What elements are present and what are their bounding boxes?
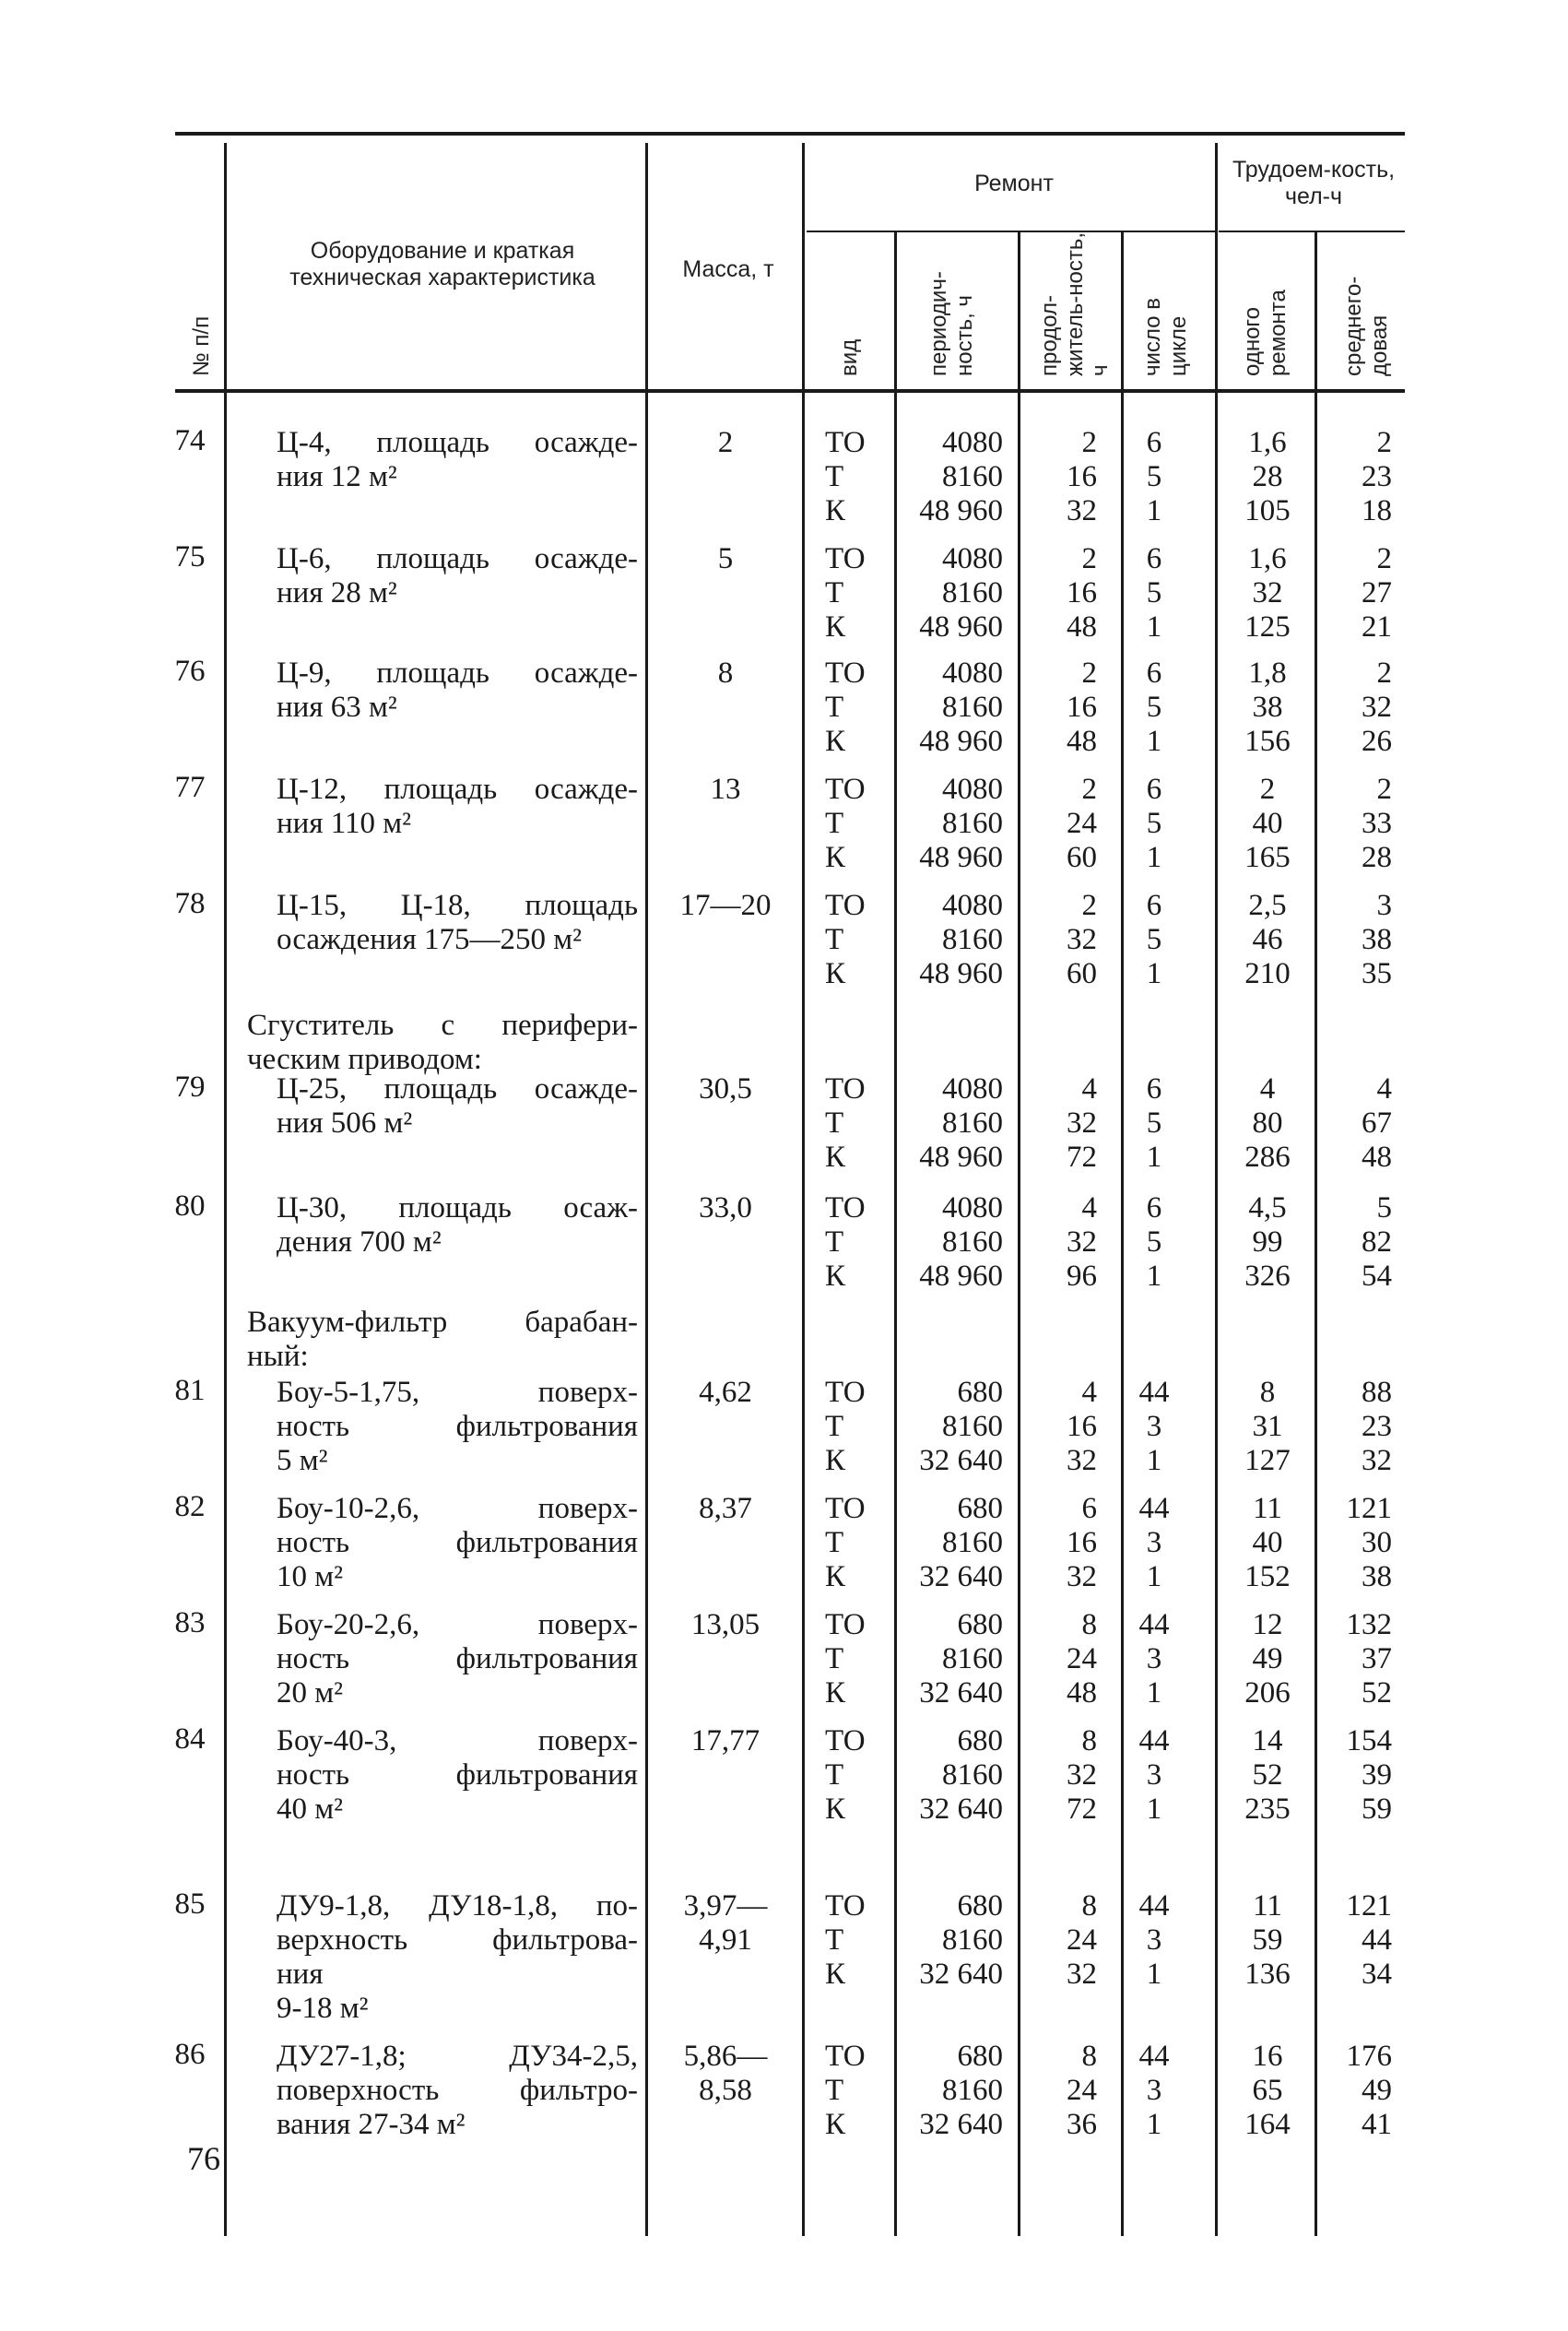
count-in-cycle: 6 5 1 <box>1146 773 1162 874</box>
group-heading <box>247 1009 638 1077</box>
periodicity-values: 4080 8160 48 960 <box>919 542 1003 644</box>
desc-line: 40 м² <box>277 1793 344 1826</box>
equipment-description <box>277 1724 638 1827</box>
repair-type: ТО Т К <box>825 1191 866 1293</box>
labor-average-yearly: 132 37 52 <box>1346 1608 1392 1710</box>
repair-type: ТО Т К <box>825 1072 866 1174</box>
desc-line: 20 м² <box>277 1676 344 1710</box>
count-in-cycle: 6 5 1 <box>1146 889 1162 990</box>
desc-line: ДУ9-1,8, ДУ18-1,8, по- <box>277 1889 638 1923</box>
desc-line: ный: <box>247 1340 309 1373</box>
duration-values: 8 32 72 <box>1067 1724 1097 1826</box>
duration-values: 2 16 48 <box>1067 657 1097 758</box>
desc-line: Ц-25, площадь осажде- <box>277 1072 638 1106</box>
periodicity-values: 680 8160 32 640 <box>919 2040 1003 2141</box>
repair-type: ТО Т К <box>825 773 866 874</box>
desc-line: ния <box>277 1958 324 1991</box>
duration-values: 4 32 72 <box>1067 1072 1097 1174</box>
labor-one-repair: 12 49 206 <box>1244 1608 1291 1710</box>
col-rule-2 <box>645 143 648 2236</box>
labor-average-yearly: 88 23 32 <box>1362 1376 1392 1477</box>
count-in-cycle: 6 5 1 <box>1146 1072 1162 1174</box>
periodicity-values: 4080 8160 48 960 <box>919 889 1003 990</box>
header-subrule-labor <box>1219 231 1405 232</box>
group-heading <box>247 1306 638 1374</box>
periodicity-values: 680 8160 32 640 <box>919 1608 1003 1710</box>
periodicity-values: 680 8160 32 640 <box>919 1492 1003 1593</box>
count-in-cycle: 6 5 1 <box>1146 657 1162 758</box>
header-subrule-repair <box>807 231 1215 232</box>
mass-value: 30,5 <box>699 1072 752 1106</box>
desc-line: ность фильтрования <box>277 1758 638 1792</box>
row-number: 80 <box>174 1189 206 1223</box>
duration-values: 4 32 96 <box>1067 1191 1097 1293</box>
col-rule-5 <box>1018 231 1020 2236</box>
repair-type: ТО Т К <box>825 889 866 990</box>
row-number: 76 <box>174 655 206 688</box>
mass-value: 33,0 <box>699 1191 752 1225</box>
row-number: 74 <box>174 424 206 457</box>
labor-average-yearly: 176 49 41 <box>1346 2040 1392 2141</box>
equipment-description <box>277 542 638 610</box>
desc-line: осаждения 175—250 м² <box>277 923 583 956</box>
desc-line: ность фильтрования <box>277 1526 638 1559</box>
equipment-description <box>277 426 638 494</box>
repair-type: ТО Т К <box>825 426 866 527</box>
row-number: 77 <box>174 771 206 804</box>
duration-values: 2 32 60 <box>1067 889 1097 990</box>
desc-line: Сгуститель с перифери- <box>247 1009 638 1042</box>
mass-value: 4,62 <box>699 1376 752 1409</box>
desc-line: Ц-12, площадь осажде- <box>277 773 638 806</box>
header-bottom-rule <box>175 389 1405 393</box>
table-top-rule <box>175 132 1405 136</box>
labor-one-repair: 2,5 46 210 <box>1244 889 1291 990</box>
mass-value: 2 <box>717 426 734 459</box>
mass-value: 17,77 <box>690 1724 760 1757</box>
row-number: 81 <box>174 1374 206 1407</box>
periodicity-values: 680 8160 32 640 <box>919 1889 1003 1991</box>
labor-one-repair: 11 40 152 <box>1244 1492 1291 1593</box>
mass-value: 5,86— 8,58 <box>683 2040 768 2107</box>
row-number: 75 <box>174 540 206 574</box>
labor-one-repair: 4,5 99 326 <box>1244 1191 1291 1293</box>
desc-line: Ц-15, Ц-18, площадь <box>277 889 638 922</box>
desc-line: Боу-20-2,6, поверх- <box>277 1608 638 1641</box>
desc-line: вания 27-34 м² <box>277 2108 466 2141</box>
desc-line: Вакуум-фильтр барабан- <box>247 1306 638 1339</box>
count-in-cycle: 44 3 1 <box>1138 1376 1170 1477</box>
labor-one-repair: 1,8 38 156 <box>1244 657 1291 758</box>
equipment-description <box>277 657 638 725</box>
mass-value: 8 <box>717 657 734 690</box>
col-rule-3 <box>802 143 805 2236</box>
mass-value: 13,05 <box>690 1608 760 1641</box>
labor-average-yearly: 2 32 26 <box>1362 657 1392 758</box>
periodicity-values: 4080 8160 48 960 <box>919 426 1003 527</box>
equipment-description <box>277 1072 638 1141</box>
repair-type: ТО Т К <box>825 2040 866 2141</box>
duration-values: 8 24 32 <box>1067 1889 1097 1991</box>
desc-line: Боу-5-1,75, поверх- <box>277 1376 638 1409</box>
mass-value: 17—20 <box>679 889 772 922</box>
count-in-cycle: 6 5 1 <box>1146 542 1162 644</box>
desc-line: 9-18 м² <box>277 1992 369 2025</box>
equipment-description <box>277 889 638 957</box>
row-number: 84 <box>174 1722 206 1756</box>
desc-line: Ц-9, площадь осажде- <box>277 657 638 690</box>
duration-values: 6 16 32 <box>1067 1492 1097 1593</box>
labor-one-repair: 1,6 28 105 <box>1244 426 1291 527</box>
duration-values: 2 16 32 <box>1067 426 1097 527</box>
labor-average-yearly: 2 27 21 <box>1362 542 1392 644</box>
row-number: 83 <box>174 1606 206 1639</box>
labor-one-repair: 11 59 136 <box>1244 1889 1291 1991</box>
desc-line: ния 506 м² <box>277 1106 413 1140</box>
equipment-description <box>277 2040 638 2142</box>
header-avg-year: среднего-довая <box>1341 276 1392 376</box>
desc-line: ния 63 м² <box>277 691 397 724</box>
equipment-description <box>277 1608 638 1710</box>
repair-type: ТО Т К <box>825 1376 866 1477</box>
equipment-description <box>277 1492 638 1594</box>
desc-line: ния 28 м² <box>277 576 397 609</box>
col-rule-1 <box>224 143 227 2236</box>
labor-one-repair: 2 40 165 <box>1244 773 1291 874</box>
header-mass: Масса, т <box>682 256 774 282</box>
labor-one-repair: 1,6 32 125 <box>1244 542 1291 644</box>
count-in-cycle: 44 3 1 <box>1138 1492 1170 1593</box>
count-in-cycle: 44 3 1 <box>1138 1608 1170 1710</box>
repair-type: ТО Т К <box>825 1492 866 1593</box>
labor-one-repair: 4 80 286 <box>1244 1072 1291 1174</box>
duration-values: 2 16 48 <box>1067 542 1097 644</box>
desc-line: Ц-6, площадь осажде- <box>277 542 638 575</box>
labor-average-yearly: 121 30 38 <box>1346 1492 1392 1593</box>
desc-line: ДУ27-1,8; ДУ34-2,5, <box>277 2040 638 2073</box>
repair-type: ТО Т К <box>825 1608 866 1710</box>
header-duration: продол-житель-ность, ч <box>1037 232 1114 376</box>
header-equipment: Оборудование и краткая техническая характеристика <box>289 238 595 290</box>
labor-average-yearly: 121 44 34 <box>1346 1889 1392 1991</box>
periodicity-values: 680 8160 32 640 <box>919 1724 1003 1826</box>
desc-line: Ц-4, площадь осажде- <box>277 426 638 459</box>
mass-value: 8,37 <box>699 1492 752 1525</box>
desc-line: верхность фильтрова- <box>277 1923 638 1957</box>
desc-line: Боу-10-2,6, поверх- <box>277 1492 638 1525</box>
row-number: 86 <box>174 2038 206 2071</box>
header-repair: Ремонт <box>974 171 1054 196</box>
col-rule-6 <box>1121 231 1124 2236</box>
desc-line: 5 м² <box>277 1444 328 1477</box>
count-in-cycle: 44 3 1 <box>1138 1889 1170 1991</box>
header-vid: вид <box>837 338 862 376</box>
page-number: 76 <box>187 2140 220 2177</box>
periodicity-values: 4080 8160 48 960 <box>919 773 1003 874</box>
duration-values: 8 24 48 <box>1067 1608 1097 1710</box>
count-in-cycle: 6 5 1 <box>1146 1191 1162 1293</box>
header-num: № п/п <box>189 315 214 376</box>
mass-value: 5 <box>717 542 734 575</box>
desc-line: ния 12 м² <box>277 460 397 493</box>
repair-type: ТО Т К <box>825 1724 866 1826</box>
desc-line: ческим приводом: <box>247 1043 482 1076</box>
repair-type: ТО Т К <box>825 1889 866 1991</box>
desc-line: 10 м² <box>277 1560 344 1593</box>
labor-one-repair: 16 65 164 <box>1244 2040 1291 2141</box>
row-number: 85 <box>174 1887 206 1921</box>
header-labor: Трудоем-кость, чел-ч <box>1232 157 1396 209</box>
labor-average-yearly: 3 38 35 <box>1362 889 1392 990</box>
header-count: число в цикле <box>1140 298 1191 376</box>
count-in-cycle: 6 5 1 <box>1146 426 1162 527</box>
labor-average-yearly: 4 67 48 <box>1362 1072 1392 1174</box>
labor-average-yearly: 2 23 18 <box>1362 426 1392 527</box>
repair-type: ТО Т К <box>825 657 866 758</box>
row-number: 78 <box>174 887 206 920</box>
labor-average-yearly: 2 33 28 <box>1362 773 1392 874</box>
duration-values: 4 16 32 <box>1067 1376 1097 1477</box>
header-periodicity: периодич-ность, ч <box>926 271 977 376</box>
periodicity-values: 4080 8160 48 960 <box>919 1191 1003 1293</box>
desc-line: ность фильтрования <box>277 1642 638 1675</box>
desc-line: ность фильтрования <box>277 1410 638 1443</box>
repair-type: ТО Т К <box>825 542 866 644</box>
header-one-repair: одного ремонта <box>1240 290 1291 376</box>
periodicity-values: 4080 8160 48 960 <box>919 657 1003 758</box>
equipment-description <box>277 1889 638 2026</box>
desc-line: поверхность фильтро- <box>277 2074 638 2107</box>
count-in-cycle: 44 3 1 <box>1138 2040 1170 2141</box>
periodicity-values: 680 8160 32 640 <box>919 1376 1003 1477</box>
labor-one-repair: 8 31 127 <box>1244 1376 1291 1477</box>
desc-line: Боу-40-3, поверх- <box>277 1724 638 1757</box>
equipment-description <box>277 773 638 841</box>
mass-value: 13 <box>710 773 741 806</box>
labor-average-yearly: 5 82 54 <box>1362 1191 1392 1293</box>
equipment-description <box>277 1376 638 1478</box>
labor-average-yearly: 154 39 59 <box>1346 1724 1392 1826</box>
desc-line: Ц-30, площадь осаж- <box>277 1191 638 1225</box>
desc-line: ния 110 м² <box>277 807 412 840</box>
row-number: 79 <box>174 1071 206 1104</box>
equipment-description <box>277 1191 638 1260</box>
count-in-cycle: 44 3 1 <box>1138 1724 1170 1826</box>
periodicity-values: 4080 8160 48 960 <box>919 1072 1003 1174</box>
duration-values: 8 24 36 <box>1067 2040 1097 2141</box>
row-number: 82 <box>174 1490 206 1523</box>
duration-values: 2 24 60 <box>1067 773 1097 874</box>
mass-value: 3,97— 4,91 <box>683 1889 768 1957</box>
labor-one-repair: 14 52 235 <box>1244 1724 1291 1826</box>
desc-line: дения 700 м² <box>277 1225 442 1259</box>
